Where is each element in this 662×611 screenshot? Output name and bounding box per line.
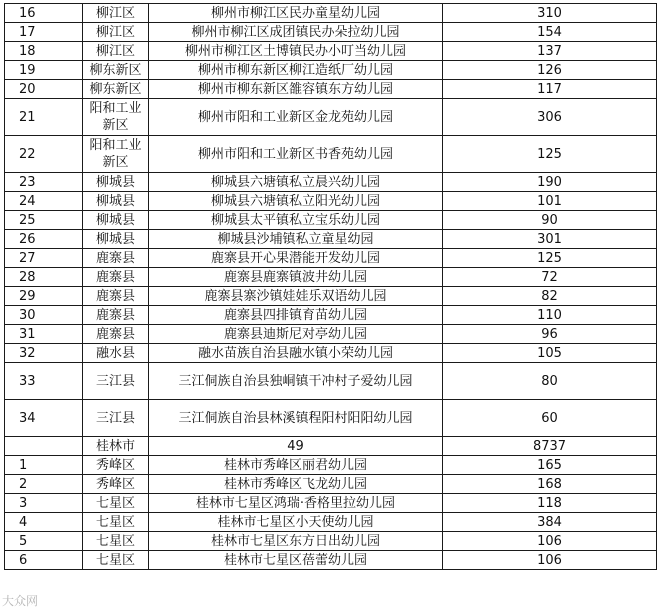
table-row (5, 211, 657, 230)
district-cell: 鹿寨县 (83, 287, 149, 306)
table-row (5, 513, 657, 532)
kindergarten-name-cell: 桂林市七星区东方日出幼儿园 (149, 532, 443, 551)
enrollment-count-cell: 154 (443, 23, 657, 42)
district-cell: 三江县 (83, 363, 149, 400)
district-cell: 鹿寨县 (83, 325, 149, 344)
enrollment-count-cell: 137 (443, 42, 657, 61)
table-row (5, 306, 657, 325)
kindergarten-name-cell: 三江侗族自治县独峒镇干冲村子爱幼儿园 (149, 363, 443, 400)
district-cell: 阳和工业新区 (83, 99, 149, 136)
enrollment-count-cell: 105 (443, 344, 657, 363)
row-number-cell: 25 (5, 211, 83, 230)
watermark-text: 大众网 (2, 594, 39, 608)
row-number-cell: 30 (5, 306, 83, 325)
enrollment-count-cell: 101 (443, 192, 657, 211)
enrollment-count-cell: 126 (443, 61, 657, 80)
district-cell: 柳城县 (83, 211, 149, 230)
kindergarten-name-cell: 柳城县沙埔镇私立童星幼园 (149, 230, 443, 249)
table-row (5, 344, 657, 363)
row-number-cell: 20 (5, 80, 83, 99)
table-row (5, 4, 657, 23)
table-row (5, 494, 657, 513)
kindergarten-name-cell: 柳州市柳江区成团镇民办朵拉幼儿园 (149, 23, 443, 42)
row-number-cell: 17 (5, 23, 83, 42)
enrollment-count-cell: 165 (443, 456, 657, 475)
district-cell: 七星区 (83, 551, 149, 570)
table-row (5, 99, 657, 136)
kindergarten-name-cell: 鹿寨县鹿寨镇波井幼儿园 (149, 268, 443, 287)
table-row (5, 249, 657, 268)
table-row (5, 173, 657, 192)
kindergarten-name-cell: 桂林市七星区小天使幼儿园 (149, 513, 443, 532)
table-row (5, 287, 657, 306)
row-number-cell: 1 (5, 456, 83, 475)
table-row (5, 230, 657, 249)
enrollment-count-cell: 72 (443, 268, 657, 287)
row-number-cell (5, 437, 83, 456)
kindergarten-name-cell: 柳州市阳和工业新区金龙苑幼儿园 (149, 99, 443, 136)
kindergarten-name-cell: 柳城县六塘镇私立阳光幼儿园 (149, 192, 443, 211)
enrollment-count-cell: 106 (443, 532, 657, 551)
table-row (5, 475, 657, 494)
table-row (5, 551, 657, 570)
row-number-cell: 21 (5, 99, 83, 136)
enrollment-count-cell: 118 (443, 494, 657, 513)
enrollment-count-cell: 60 (443, 400, 657, 437)
row-number-cell: 22 (5, 136, 83, 173)
kindergarten-name-cell: 柳州市阳和工业新区书香苑幼儿园 (149, 136, 443, 173)
row-number-cell: 18 (5, 42, 83, 61)
kindergarten-name-cell: 桂林市秀峰区飞龙幼儿园 (149, 475, 443, 494)
table-row (5, 532, 657, 551)
table-row (5, 268, 657, 287)
kindergarten-name-cell: 桂林市七星区鸿瑞·香格里拉幼儿园 (149, 494, 443, 513)
kindergarten-name-cell: 桂林市七星区蓓蕾幼儿园 (149, 551, 443, 570)
district-cell: 七星区 (83, 513, 149, 532)
table-row (5, 363, 657, 400)
kindergarten-name-cell: 融水苗族自治县融水镇小荣幼儿园 (149, 344, 443, 363)
enrollment-count-cell: 8737 (443, 437, 657, 456)
table-row (5, 23, 657, 42)
enrollment-count-cell: 117 (443, 80, 657, 99)
row-number-cell: 4 (5, 513, 83, 532)
kindergarten-name-cell: 柳州市柳东新区柳江造纸厂幼儿园 (149, 61, 443, 80)
row-number-cell: 23 (5, 173, 83, 192)
district-cell: 柳江区 (83, 42, 149, 61)
district-cell: 秀峰区 (83, 475, 149, 494)
row-number-cell: 31 (5, 325, 83, 344)
table-row (5, 136, 657, 173)
row-number-cell: 27 (5, 249, 83, 268)
enrollment-count-cell: 110 (443, 306, 657, 325)
district-cell: 柳东新区 (83, 80, 149, 99)
enrollment-count-cell: 306 (443, 99, 657, 136)
enrollment-count-cell: 301 (443, 230, 657, 249)
kindergarten-name-cell: 三江侗族自治县林溪镇程阳村阳阳幼儿园 (149, 400, 443, 437)
table-row (5, 437, 657, 456)
kindergarten-name-cell: 柳城县太平镇私立宝乐幼儿园 (149, 211, 443, 230)
district-cell: 柳江区 (83, 23, 149, 42)
row-number-cell: 32 (5, 344, 83, 363)
district-cell: 鹿寨县 (83, 268, 149, 287)
district-cell: 柳东新区 (83, 61, 149, 80)
table-row (5, 325, 657, 344)
district-cell: 七星区 (83, 494, 149, 513)
table-row (5, 192, 657, 211)
kindergarten-name-cell: 鹿寨县寨沙镇娃娃乐双语幼儿园 (149, 287, 443, 306)
enrollment-count-cell: 190 (443, 173, 657, 192)
row-number-cell: 2 (5, 475, 83, 494)
kindergarten-name-cell: 桂林市秀峰区丽君幼儿园 (149, 456, 443, 475)
enrollment-count-cell: 384 (443, 513, 657, 532)
district-cell: 柳江区 (83, 4, 149, 23)
table-row (5, 456, 657, 475)
enrollment-count-cell: 106 (443, 551, 657, 570)
district-cell: 阳和工业新区 (83, 136, 149, 173)
table-row (5, 400, 657, 437)
kindergarten-name-cell: 柳州市柳东新区雒容镇东方幼儿园 (149, 80, 443, 99)
row-number-cell: 29 (5, 287, 83, 306)
kindergarten-name-cell: 柳州市柳江区民办童星幼儿园 (149, 4, 443, 23)
row-number-cell: 5 (5, 532, 83, 551)
district-cell: 融水县 (83, 344, 149, 363)
enrollment-count-cell: 168 (443, 475, 657, 494)
kindergarten-name-cell: 49 (149, 437, 443, 456)
kindergarten-name-cell: 柳城县六塘镇私立晨兴幼儿园 (149, 173, 443, 192)
enrollment-count-cell: 82 (443, 287, 657, 306)
district-cell: 柳城县 (83, 230, 149, 249)
row-number-cell: 3 (5, 494, 83, 513)
row-number-cell: 34 (5, 400, 83, 437)
table-row (5, 80, 657, 99)
district-cell: 七星区 (83, 532, 149, 551)
enrollment-count-cell: 90 (443, 211, 657, 230)
row-number-cell: 28 (5, 268, 83, 287)
district-cell: 秀峰区 (83, 456, 149, 475)
table-row (5, 61, 657, 80)
enrollment-count-cell: 310 (443, 4, 657, 23)
table-row (5, 42, 657, 61)
kindergarten-name-cell: 鹿寨县迪斯尼对亭幼儿园 (149, 325, 443, 344)
district-cell: 三江县 (83, 400, 149, 437)
enrollment-count-cell: 96 (443, 325, 657, 344)
row-number-cell: 19 (5, 61, 83, 80)
district-cell: 桂林市 (83, 437, 149, 456)
kindergarten-name-cell: 鹿寨县开心果潜能开发幼儿园 (149, 249, 443, 268)
kindergarten-name-cell: 柳州市柳江区土博镇民办小叮当幼儿园 (149, 42, 443, 61)
row-number-cell: 6 (5, 551, 83, 570)
row-number-cell: 16 (5, 4, 83, 23)
row-number-cell: 26 (5, 230, 83, 249)
row-number-cell: 33 (5, 363, 83, 400)
kindergarten-table (4, 3, 657, 570)
district-cell: 柳城县 (83, 192, 149, 211)
district-cell: 鹿寨县 (83, 306, 149, 325)
enrollment-count-cell: 125 (443, 249, 657, 268)
row-number-cell: 24 (5, 192, 83, 211)
district-cell: 鹿寨县 (83, 249, 149, 268)
kindergarten-name-cell: 鹿寨县四排镇育苗幼儿园 (149, 306, 443, 325)
district-cell: 柳城县 (83, 173, 149, 192)
enrollment-count-cell: 80 (443, 363, 657, 400)
enrollment-count-cell: 125 (443, 136, 657, 173)
